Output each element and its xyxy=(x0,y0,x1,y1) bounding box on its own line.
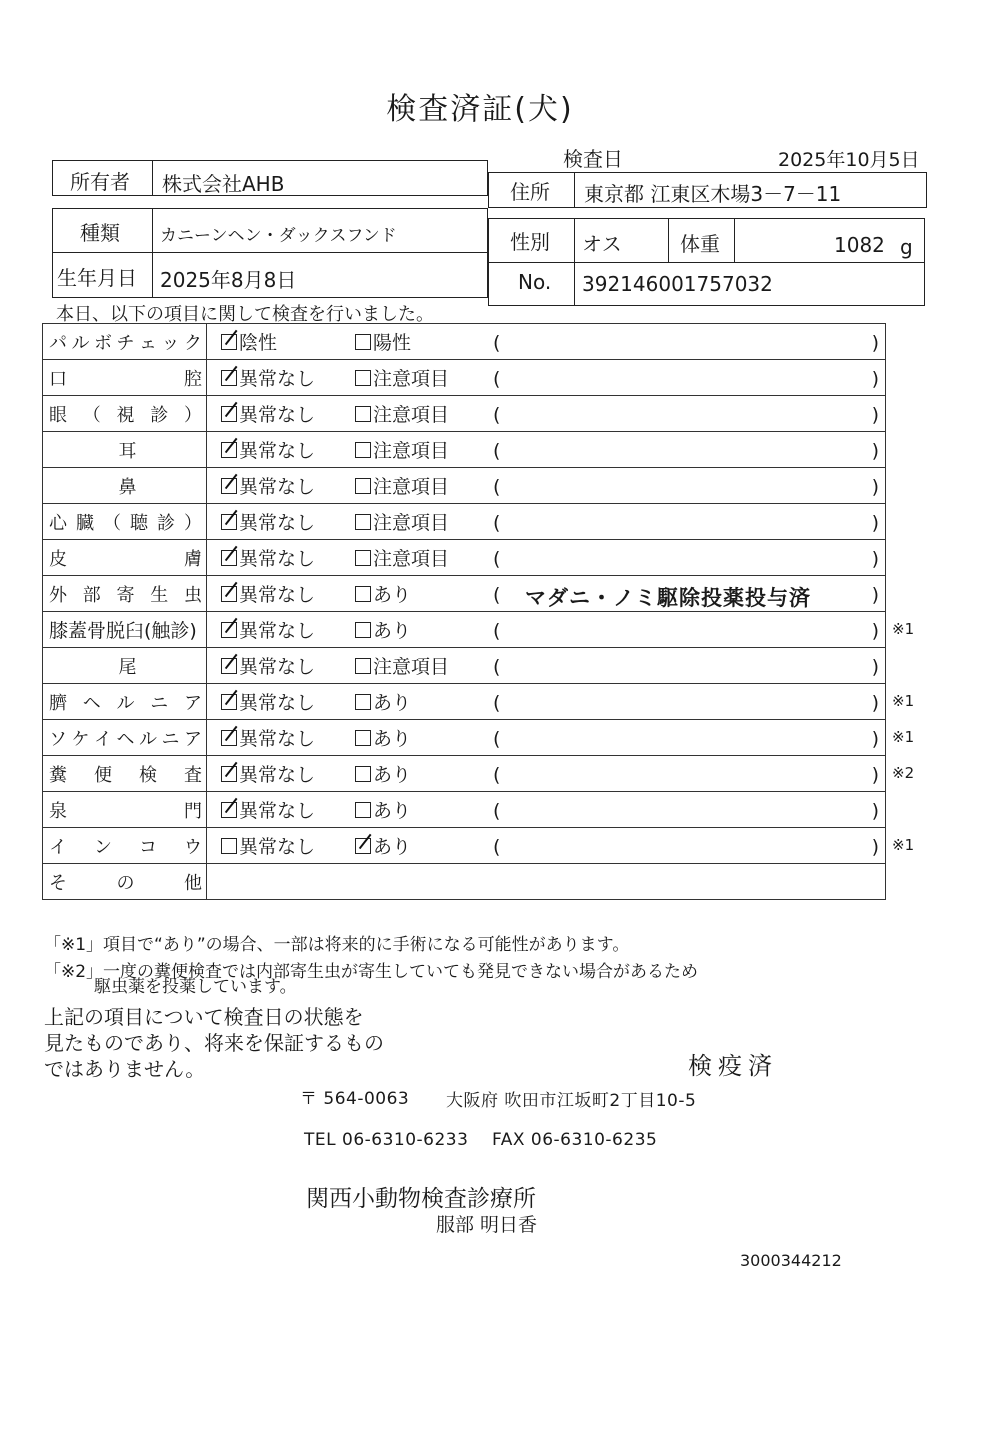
option-abnormal xyxy=(355,432,489,468)
row-label: 糞 便 検 査 xyxy=(49,764,202,786)
footnote-mark: ※1 xyxy=(892,619,915,638)
row-label-cell xyxy=(43,792,207,828)
checkbox-icon[interactable] xyxy=(355,550,371,566)
close-paren: ) xyxy=(871,620,879,642)
clinic-tel: TEL 06-6310-6233 xyxy=(304,1130,469,1150)
table-row xyxy=(43,468,886,504)
page-title: 検査済証(犬) xyxy=(386,92,574,127)
remarks-cell xyxy=(489,324,886,360)
statement-line-1: 上記の項目について検査日の状態を xyxy=(44,1005,364,1029)
option-abnormal xyxy=(355,756,489,792)
checkbox-icon[interactable] xyxy=(355,730,371,746)
option-normal xyxy=(207,468,356,504)
birth-value: 2025年8月8日 xyxy=(160,268,297,292)
option-abnormal xyxy=(355,396,489,432)
row-label: 耳 xyxy=(118,440,137,462)
staff-name: 服部 明日香 xyxy=(436,1214,538,1236)
table-row xyxy=(43,756,886,792)
remarks-cell xyxy=(489,360,886,396)
table-row xyxy=(43,648,886,684)
close-paren: ) xyxy=(871,512,879,534)
option-abnormal xyxy=(355,540,489,576)
row-label-cell xyxy=(43,684,207,720)
option-label: 注意項目 xyxy=(373,512,450,534)
option-normal xyxy=(207,648,356,684)
option-normal xyxy=(207,360,356,396)
checked-checkbox-icon[interactable] xyxy=(221,694,237,710)
option-normal xyxy=(207,684,356,720)
option-label: 異常なし xyxy=(239,548,316,570)
clinic-fax: FAX 06-6310-6235 xyxy=(492,1130,658,1150)
statement-line-3: ではありません。 xyxy=(44,1057,206,1081)
option-normal xyxy=(207,576,356,612)
row-label-cell xyxy=(43,612,207,648)
remarks-cell xyxy=(489,684,886,720)
document-id: 3000344212 xyxy=(740,1251,842,1270)
option-label: 異常なし xyxy=(239,368,316,390)
option-normal xyxy=(207,540,356,576)
table-row xyxy=(43,576,886,612)
option-abnormal xyxy=(355,360,489,396)
row-label: ソ ケ イ ヘ ル ニ ア xyxy=(49,728,202,750)
row-label: 外 部 寄 生 虫 xyxy=(49,584,202,606)
clinic-name: 関西小動物検査診療所 xyxy=(306,1186,536,1212)
option-label: 異常なし xyxy=(239,728,316,750)
exam-date-label: 検査日 xyxy=(563,147,623,171)
row-label: 鼻 xyxy=(118,476,137,498)
table-row xyxy=(43,540,886,576)
sex-value: オス xyxy=(582,232,622,256)
row-label: 心 臓 （ 聴 診 ） xyxy=(49,512,202,534)
checkbox-icon[interactable] xyxy=(355,478,371,494)
option-label: 注意項目 xyxy=(373,548,450,570)
close-paren: ) xyxy=(871,764,879,786)
row-label: 臍 ヘ ル ニ ア xyxy=(49,692,202,714)
checkbox-icon[interactable] xyxy=(355,370,371,386)
open-paren: ( xyxy=(493,332,501,354)
exam-date: 2025年10月5日 xyxy=(778,149,920,171)
breed-label: 種類 xyxy=(80,221,120,245)
option-normal xyxy=(207,828,356,864)
address-label: 住所 xyxy=(510,180,550,204)
option-label: 異常なし xyxy=(239,764,316,786)
option-normal xyxy=(207,324,356,360)
option-label: 陽性 xyxy=(373,332,412,354)
checked-checkbox-icon[interactable] xyxy=(221,370,237,386)
option-label: あり xyxy=(373,584,412,606)
inspection-table xyxy=(42,323,886,900)
open-paren: ( xyxy=(493,728,501,750)
option-label: 異常なし xyxy=(239,692,316,714)
remarks-cell xyxy=(489,792,886,828)
address-value: 東京都 江東区木場3－7－11 xyxy=(584,182,842,206)
option-label: 異常なし xyxy=(239,404,316,426)
checkbox-icon[interactable] xyxy=(355,802,371,818)
row-label: パ ル ボ チ ェ ッ ク xyxy=(49,332,202,354)
footnote-mark: ※1 xyxy=(892,727,915,746)
option-label: あり xyxy=(373,764,412,786)
open-paren: ( xyxy=(493,548,501,570)
close-paren: ) xyxy=(871,656,879,678)
remarks-cell xyxy=(489,504,886,540)
other-value-cell[interactable] xyxy=(207,864,886,900)
option-abnormal xyxy=(355,576,489,612)
checkbox-icon[interactable] xyxy=(355,658,371,674)
row-label: 皮 膚 xyxy=(49,548,202,570)
footnote-2: 「※2」一度の糞便検査では内部寄生虫が寄生していても発見できない場合があるため xyxy=(44,962,699,982)
option-abnormal xyxy=(355,504,489,540)
option-abnormal xyxy=(355,828,489,864)
footnote-1: 「※1」項目で“あり”の場合、一部は将来的に手術になる可能性があります。 xyxy=(44,935,630,955)
option-label: 異常なし xyxy=(239,836,316,858)
row-label-cell xyxy=(43,756,207,792)
table-row-other xyxy=(43,864,886,900)
remarks-cell xyxy=(489,720,886,756)
close-paren: ) xyxy=(871,332,879,354)
owner-value: 株式会社AHB xyxy=(162,172,285,196)
table-row xyxy=(43,828,886,864)
weight-label: 体重 xyxy=(680,232,720,256)
close-paren: ) xyxy=(871,728,879,750)
checkbox-icon[interactable] xyxy=(355,586,371,602)
option-label: 異常なし xyxy=(239,476,316,498)
remarks-cell xyxy=(489,432,886,468)
row-label: イ ン コ ウ xyxy=(49,836,202,858)
open-paren: ( xyxy=(493,368,501,390)
row-label: 眼 （ 視 診 ） xyxy=(49,404,202,426)
close-paren: ) xyxy=(871,692,879,714)
checked-checkbox-icon[interactable] xyxy=(355,838,371,854)
checked-checkbox-icon[interactable] xyxy=(221,514,237,530)
row-label-cell xyxy=(43,396,207,432)
remarks-text: マダニ・ノミ駆除投薬投与済 xyxy=(525,586,811,610)
checked-checkbox-icon[interactable] xyxy=(221,622,237,638)
footnote-mark: ※2 xyxy=(892,763,915,782)
footnote-mark: ※1 xyxy=(892,691,915,710)
row-label-cell xyxy=(43,360,207,396)
open-paren: ( xyxy=(493,476,501,498)
open-paren: ( xyxy=(493,404,501,426)
checked-checkbox-icon[interactable] xyxy=(221,802,237,818)
owner-label: 所有者 xyxy=(70,170,130,194)
close-paren: ) xyxy=(871,476,879,498)
number-value: 392146001757032 xyxy=(582,272,773,296)
weight-unit: g xyxy=(900,235,913,259)
open-paren: ( xyxy=(493,836,501,858)
weight-value: 1082 xyxy=(834,233,885,257)
row-label-cell xyxy=(43,324,207,360)
option-label: 注意項目 xyxy=(373,476,450,498)
table-row xyxy=(43,360,886,396)
footnote-2-cont: 駆虫薬を投薬しています。 xyxy=(94,977,297,997)
close-paren: ) xyxy=(871,800,879,822)
option-label: 異常なし xyxy=(239,512,316,534)
open-paren: ( xyxy=(493,620,501,642)
table-row xyxy=(43,504,886,540)
option-label: あり xyxy=(373,692,412,714)
checkbox-icon[interactable] xyxy=(355,442,371,458)
open-paren: ( xyxy=(493,440,501,462)
option-label: あり xyxy=(373,728,412,750)
option-normal xyxy=(207,792,356,828)
remarks-cell xyxy=(489,540,886,576)
option-label: 異常なし xyxy=(239,800,316,822)
table-row xyxy=(43,324,886,360)
row-label-cell xyxy=(43,432,207,468)
option-abnormal xyxy=(355,612,489,648)
checkbox-icon[interactable] xyxy=(355,622,371,638)
option-normal xyxy=(207,612,356,648)
option-abnormal xyxy=(355,684,489,720)
quarantine-stamp: 検疫済 xyxy=(688,1052,778,1080)
remarks-cell xyxy=(489,576,886,612)
option-label: 注意項目 xyxy=(373,440,450,462)
checked-checkbox-icon[interactable] xyxy=(221,442,237,458)
row-label-cell xyxy=(43,828,207,864)
option-label: あり xyxy=(373,800,412,822)
open-paren: ( xyxy=(493,692,501,714)
option-normal xyxy=(207,720,356,756)
remarks-cell xyxy=(489,648,886,684)
option-label: 異常なし xyxy=(239,584,316,606)
checkbox-icon[interactable] xyxy=(355,406,371,422)
close-paren: ) xyxy=(871,368,879,390)
checkbox-icon[interactable] xyxy=(355,766,371,782)
option-label: 異常なし xyxy=(239,440,316,462)
intro-text: 本日、以下の項目に関して検査を行いました。 xyxy=(56,304,434,325)
option-abnormal xyxy=(355,648,489,684)
table-row xyxy=(43,432,886,468)
row-label-cell xyxy=(43,720,207,756)
close-paren: ) xyxy=(871,548,879,570)
breed-value: カニーンヘン・ダックスフンド xyxy=(160,226,397,246)
remarks-cell xyxy=(489,396,886,432)
birth-label: 生年月日 xyxy=(57,266,137,290)
option-label: 注意項目 xyxy=(373,368,450,390)
option-abnormal xyxy=(355,792,489,828)
close-paren: ) xyxy=(871,584,879,606)
table-row xyxy=(43,720,886,756)
row-label: 膝蓋骨脱臼(触診) xyxy=(49,620,197,642)
option-normal xyxy=(207,432,356,468)
clinic-address: 大阪府 吹田市江坂町2丁目10-5 xyxy=(446,1091,697,1111)
remarks-cell xyxy=(489,828,886,864)
table-row xyxy=(43,612,886,648)
checked-checkbox-icon[interactable] xyxy=(221,550,237,566)
close-paren: ) xyxy=(871,440,879,462)
other-label: そ の 他 xyxy=(49,872,202,894)
remarks-cell xyxy=(489,756,886,792)
row-label-cell xyxy=(43,468,207,504)
postal-code: 〒 564-0063 xyxy=(300,1089,410,1109)
row-label-cell xyxy=(43,648,207,684)
checked-checkbox-icon[interactable] xyxy=(221,766,237,782)
footnote-mark: ※1 xyxy=(892,835,915,854)
open-paren: ( xyxy=(493,800,501,822)
option-label: あり xyxy=(373,620,412,642)
option-label: あり xyxy=(373,836,412,858)
checked-checkbox-icon[interactable] xyxy=(221,586,237,602)
open-paren: ( xyxy=(493,656,501,678)
remarks-cell xyxy=(489,468,886,504)
checkbox-icon[interactable] xyxy=(221,838,237,854)
statement-line-2: 見たものであり、将来を保証するもの xyxy=(44,1031,384,1055)
option-abnormal xyxy=(355,720,489,756)
option-normal xyxy=(207,504,356,540)
sex-label: 性別 xyxy=(510,230,550,254)
close-paren: ) xyxy=(871,836,879,858)
option-label: 注意項目 xyxy=(373,656,450,678)
checked-checkbox-icon[interactable] xyxy=(221,478,237,494)
number-label: No. xyxy=(518,270,552,294)
checked-checkbox-icon[interactable] xyxy=(221,334,237,350)
close-paren: ) xyxy=(871,404,879,426)
row-label-cell xyxy=(43,540,207,576)
table-row xyxy=(43,396,886,432)
checked-checkbox-icon[interactable] xyxy=(221,406,237,422)
row-label-cell xyxy=(43,504,207,540)
option-label: 注意項目 xyxy=(373,404,450,426)
remarks-cell xyxy=(489,612,886,648)
table-row xyxy=(43,792,886,828)
option-abnormal xyxy=(355,468,489,504)
open-paren: ( xyxy=(493,764,501,786)
option-normal xyxy=(207,396,356,432)
table-row xyxy=(43,684,886,720)
checkbox-icon[interactable] xyxy=(355,514,371,530)
checkbox-icon[interactable] xyxy=(355,694,371,710)
row-label: 尾 xyxy=(118,656,137,678)
option-label: 陰性 xyxy=(239,332,278,354)
row-label: 口 腔 xyxy=(49,368,202,390)
option-normal xyxy=(207,756,356,792)
row-label-cell xyxy=(43,576,207,612)
option-label: 異常なし xyxy=(239,620,316,642)
option-label: 異常なし xyxy=(239,656,316,678)
open-paren: ( xyxy=(493,584,501,606)
checked-checkbox-icon[interactable] xyxy=(221,730,237,746)
option-abnormal xyxy=(355,324,489,360)
checked-checkbox-icon[interactable] xyxy=(221,658,237,674)
open-paren: ( xyxy=(493,512,501,534)
row-label: 泉 門 xyxy=(49,800,202,822)
checkbox-icon[interactable] xyxy=(355,334,371,350)
